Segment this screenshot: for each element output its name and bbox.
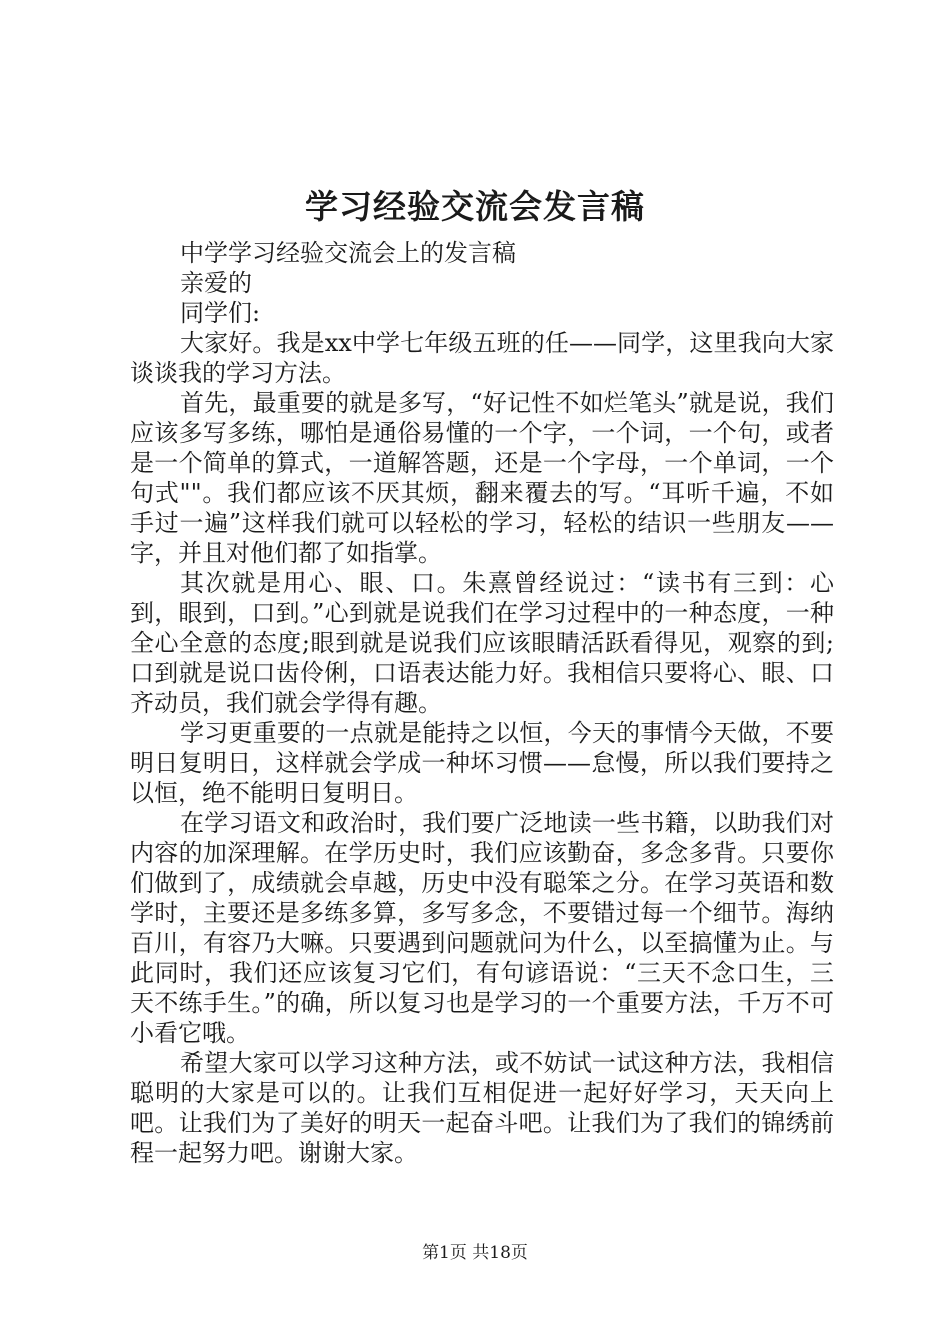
paragraph-subjects: 在学习语文和政治时，我们要广泛地读一些书籍，以助我们对内容的加深理解。在学历史时，我们应该勤奋，多念多背。只要你们做到了，成绩就会卓越，历史中没有聪笨之分。在学习英语和数学时，主要还是多练多算，多写多念，不要错过每一个细节。海纳百川，有容乃大嘛。只要遇到问题就问为什么，以至搞懂为止。与此同时，我们还应该复习它们，有句谚语说：“三天不念口生，三天不练手生。”的确，所以复习也是学习的一个重要方法，千万不可小看它哦。	[130, 809, 834, 1047]
paragraph-writing: 首先，最重要的就是多写，“好记性不如烂笔头”就是说，我们应该多写多练，哪怕是通俗易懂的一个字，一个词，一个句，或者是一个简单的算式，一道解答题，还是一个字母，一个单词，一个句式""。我们都应该不厌其烦，翻来覆去的写。“耳听千遍，不如手过一遍”这样我们就可以轻松的学习，轻松的结识一些朋友——字，并且对他们都了如指掌。	[130, 389, 834, 567]
document-body	[130, 238, 834, 1168]
page-number-footer: 第1页 共18页	[422, 1243, 528, 1263]
paragraph-closing: 希望大家可以学习这种方法，或不妨试一试这种方法，我相信聪明的大家是可以的。让我们互相促进一起好好学习，天天向上吧。让我们为了美好的明天一起奋斗吧。让我们为了我们的锦绣前程一起努力吧。谢谢大家。	[130, 1049, 834, 1167]
paragraph-subtitle: 中学学习经验交流会上的发言稿	[180, 239, 516, 267]
paragraph-salutation-1: 亲爱的	[180, 269, 252, 297]
paragraph-heart-eye-mouth: 其次就是用心、眼、口。朱熹曾经说过：“读书有三到：心到，眼到，口到。”心到就是说我们在学习过程中的一种态度，一种全心全意的态度;眼到就是说我们应该眼睛活跃看得见，观察的到;口到就是说口齿伶俐，口语表达能力好。我相信只要将心、眼、口齐动员，我们就会学得有趣。	[130, 569, 834, 717]
paragraph-greeting: 大家好。我是xx中学七年级五班的任——同学，这里我向大家谈谈我的学习方法。	[130, 329, 834, 387]
paragraph-salutation-2: 同学们:	[180, 299, 261, 327]
paragraph-perseverance: 学习更重要的一点就是能持之以恒，今天的事情今天做，不要明日复明日，这样就会学成一种坏习惯——怠慢，所以我们要持之以恒，绝不能明日复明日。	[130, 719, 834, 807]
document-title: 学习经验交流会发言稿	[305, 187, 645, 226]
